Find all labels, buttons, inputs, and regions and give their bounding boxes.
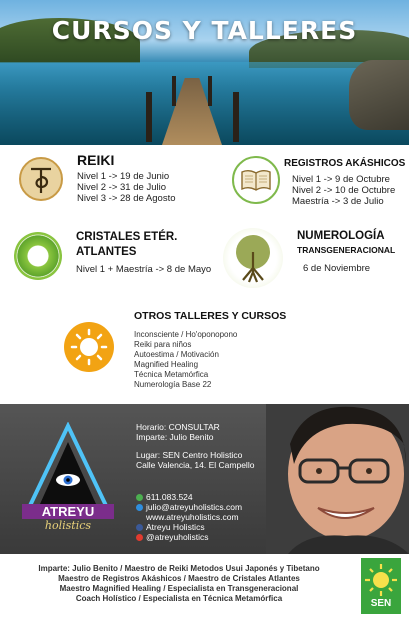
numerologia-subtitle: TRANSGENERACIONAL — [297, 245, 396, 255]
instagram-icon — [136, 534, 143, 541]
registros-line: Nivel 1 -> 9 de Octubre — [292, 174, 390, 185]
pier-post — [208, 76, 212, 106]
list-item: Autoestima / Motivación — [134, 350, 219, 359]
list-item: Reiki para niños — [134, 340, 192, 349]
reiki-symbol-icon — [19, 157, 63, 201]
pier-post — [172, 76, 176, 106]
list-item: Técnica Metamórfica — [134, 370, 209, 379]
footer-line: Imparte: Julio Benito / Maestro de Reiki Metodos Usui Japonés y Tibetano — [38, 564, 320, 573]
open-book-icon — [232, 156, 280, 204]
list-item: Magnified Healing — [134, 360, 199, 369]
web-link[interactable]: www.atreyuholistics.com — [146, 512, 239, 522]
sen-label: SEN — [370, 598, 392, 609]
hero-rocks — [349, 60, 409, 130]
otros-title: OTROS TALLERES Y CURSOS — [134, 310, 287, 322]
registros-line: Nivel 2 -> 10 de Octubre — [292, 185, 396, 196]
lugar-text: Lugar: SEN Centro Holistico — [136, 450, 243, 460]
portrait-photo — [266, 404, 409, 554]
email-icon — [136, 504, 143, 511]
email-link[interactable]: julio@atreyuholistics.com — [146, 502, 243, 512]
numerologia-title: NUMEROLOGÍA — [297, 230, 385, 242]
logo-sub: holistics — [44, 519, 92, 532]
footer-line: Maestro de Registros Akáshicos / Maestro de Cristales Atlantes — [58, 574, 300, 583]
reiki-title: REIKI — [77, 152, 115, 168]
footer-line: Coach Holístico / Especialista en Técnica Metamórfica — [75, 594, 283, 603]
registros-line: Maestría -> 3 de Julio — [292, 196, 384, 207]
sun-icon — [64, 322, 114, 372]
direccion-text: Calle Valencia, 14. El Campello — [136, 460, 255, 470]
phone-link[interactable]: 611.083.524 — [146, 492, 193, 502]
cristales-title: CRISTALES ETÉR. — [76, 231, 178, 243]
info-panel — [0, 404, 409, 554]
list-item: Numerología Base 22 — [134, 380, 212, 389]
pier-post — [233, 92, 239, 142]
cristales-line: Nivel 1 + Maestría -> 8 de Mayo — [76, 264, 212, 275]
horario-text: Horario: CONSULTAR — [136, 422, 220, 432]
imparte-text: Imparte: Julio Benito — [136, 432, 214, 442]
footer — [0, 554, 409, 617]
otros-list — [134, 330, 237, 390]
numerologia-line: 6 de Noviembre — [303, 263, 371, 274]
atreyu-logo — [22, 422, 114, 532]
pier-post — [146, 92, 152, 142]
hero-banner — [0, 0, 409, 145]
facebook-icon — [136, 524, 143, 531]
whatsapp-icon — [136, 494, 143, 501]
list-item: Inconsciente / Ho'oponopono — [134, 330, 238, 339]
crystal-mandala-icon — [14, 232, 62, 280]
registros-title: REGISTROS AKÁSHICOS — [284, 158, 406, 169]
facebook-link[interactable]: Atreyu Holistics — [146, 522, 205, 532]
reiki-line: Nivel 2 -> 31 de Julio — [77, 182, 166, 193]
logo-name: ATREYU — [22, 504, 114, 519]
sen-logo — [361, 558, 401, 614]
instagram-link[interactable]: @atreyuholistics — [146, 532, 209, 542]
tree-of-life-icon — [223, 228, 283, 288]
page-title: CURSOS Y TALLERES — [51, 16, 358, 45]
reiki-line: Nivel 1 -> 19 de Junio — [77, 171, 170, 182]
cristales-subtitle: ATLANTES — [76, 246, 137, 258]
reiki-line: Nivel 3 -> 28 de Agosto — [77, 193, 176, 204]
footer-line: Maestro Magnified Healing / Especialista en Transgeneracional — [59, 584, 299, 593]
